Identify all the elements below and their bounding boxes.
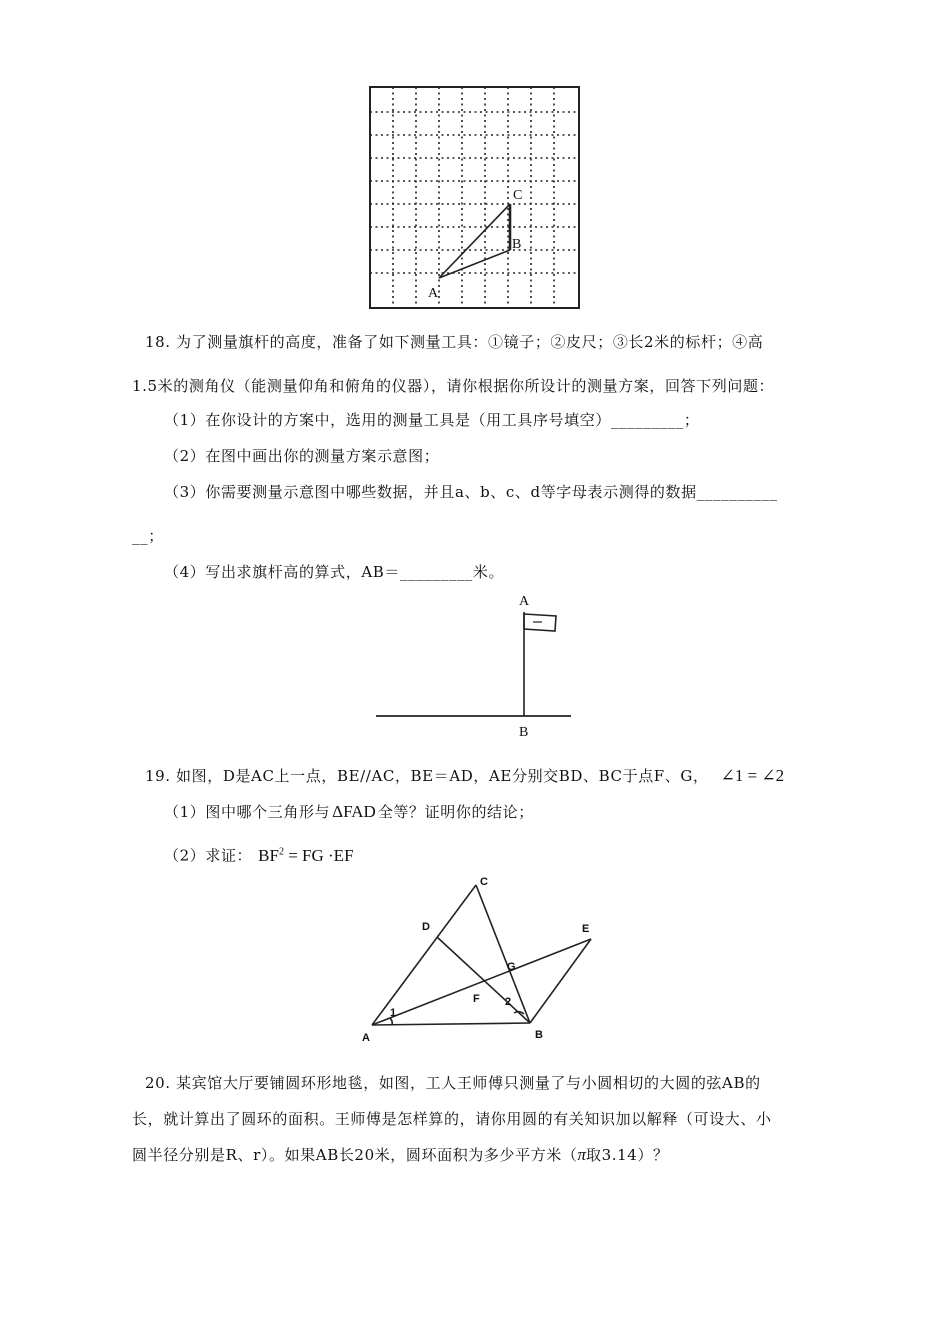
q20-line3-pre: 圆半径分别是R、r）。如果AB长20米，圆环面积为多少平方米（ bbox=[132, 1146, 578, 1164]
tri-label-a: A bbox=[362, 1032, 370, 1044]
q19-intro bbox=[145, 766, 784, 786]
grid-border bbox=[370, 87, 579, 308]
flagpole-figure bbox=[372, 588, 577, 740]
q18-intro-line2: 1.5米的测角仪（能测量仰角和俯角的仪器），请你根据你所设计的测量方案，回答下列问题： bbox=[132, 377, 775, 395]
grid-dotted-lines bbox=[370, 87, 579, 308]
tri-label-f: F bbox=[473, 993, 480, 1005]
tri-label-angle-2: 2 bbox=[505, 996, 512, 1008]
q20-line2: 长，就计算出了圆环的面积。王师傅是怎样算的，请你用圆的有关知识加以解释（可设大、小 bbox=[132, 1110, 772, 1128]
grid-label-c: C bbox=[513, 188, 523, 203]
q20-pi-symbol: π bbox=[577, 1145, 587, 1164]
q18-intro-line1: 18. 为了测量旗杆的高度，准备了如下测量工具：①镜子；②皮尺；③长2米的标杆；④高 bbox=[145, 333, 764, 351]
tri-label-d: D bbox=[422, 921, 430, 933]
grid-label-b: B bbox=[512, 237, 522, 252]
flagpole-label-b: B bbox=[519, 725, 529, 740]
q19-part1 bbox=[164, 802, 534, 822]
q18-part4: （4）写出求旗杆高的算式，AB＝_________米。 bbox=[164, 563, 505, 581]
q19-intro-text: 19. 如图，D是AC上一点，BE//AC，BE＝AD，AE分别交BD、BC于点F、G， bbox=[145, 767, 709, 785]
q19-triangle-fad: ΔFAD bbox=[332, 802, 376, 821]
q20-line3-post: 取3.14）？ bbox=[586, 1146, 669, 1164]
q19-angle-equation: ∠1 = ∠2 bbox=[720, 766, 785, 785]
q20-line3 bbox=[132, 1145, 669, 1165]
q19-part2-pre: （2）求证： bbox=[164, 846, 253, 865]
tri-label-e: E bbox=[582, 923, 590, 935]
tri-label-angle-1: 1 bbox=[390, 1007, 397, 1019]
grid-label-a: A bbox=[428, 286, 439, 301]
q19-part2 bbox=[164, 842, 354, 866]
triangle-abc bbox=[439, 204, 510, 278]
q19-proof-equation: $BF^2$ = FG ·EF bbox=[258, 845, 354, 865]
q18-part1: （1）在你设计的方案中，选用的测量工具是（用工具序号填空）_________； bbox=[164, 411, 700, 429]
q18-part3: （3）你需要测量示意图中哪些数据，并且a、b、c、d等字母表示测得的数据__________ bbox=[164, 483, 778, 501]
tri-label-b: B bbox=[535, 1029, 543, 1041]
triangle-figure bbox=[356, 872, 606, 1048]
triangle-lines bbox=[372, 885, 591, 1025]
tri-label-g: G bbox=[507, 961, 516, 973]
tri-label-c: C bbox=[480, 876, 488, 888]
q20-line1: 20. 某宾馆大厅要铺圆环形地毯，如图，工人王师傅只测量了与小圆相切的大圆的弦AB的 bbox=[145, 1074, 761, 1092]
flagpole-label-a: A bbox=[519, 594, 530, 609]
q19-part1-post: 全等？证明你的结论； bbox=[377, 803, 534, 821]
q18-part2: （2）在图中画出你的测量方案示意图； bbox=[164, 447, 440, 465]
q19-part1-pre: （1）图中哪个三角形与 bbox=[164, 803, 331, 821]
q18-part3-cont: __； bbox=[132, 527, 164, 545]
grid-figure bbox=[366, 82, 586, 314]
